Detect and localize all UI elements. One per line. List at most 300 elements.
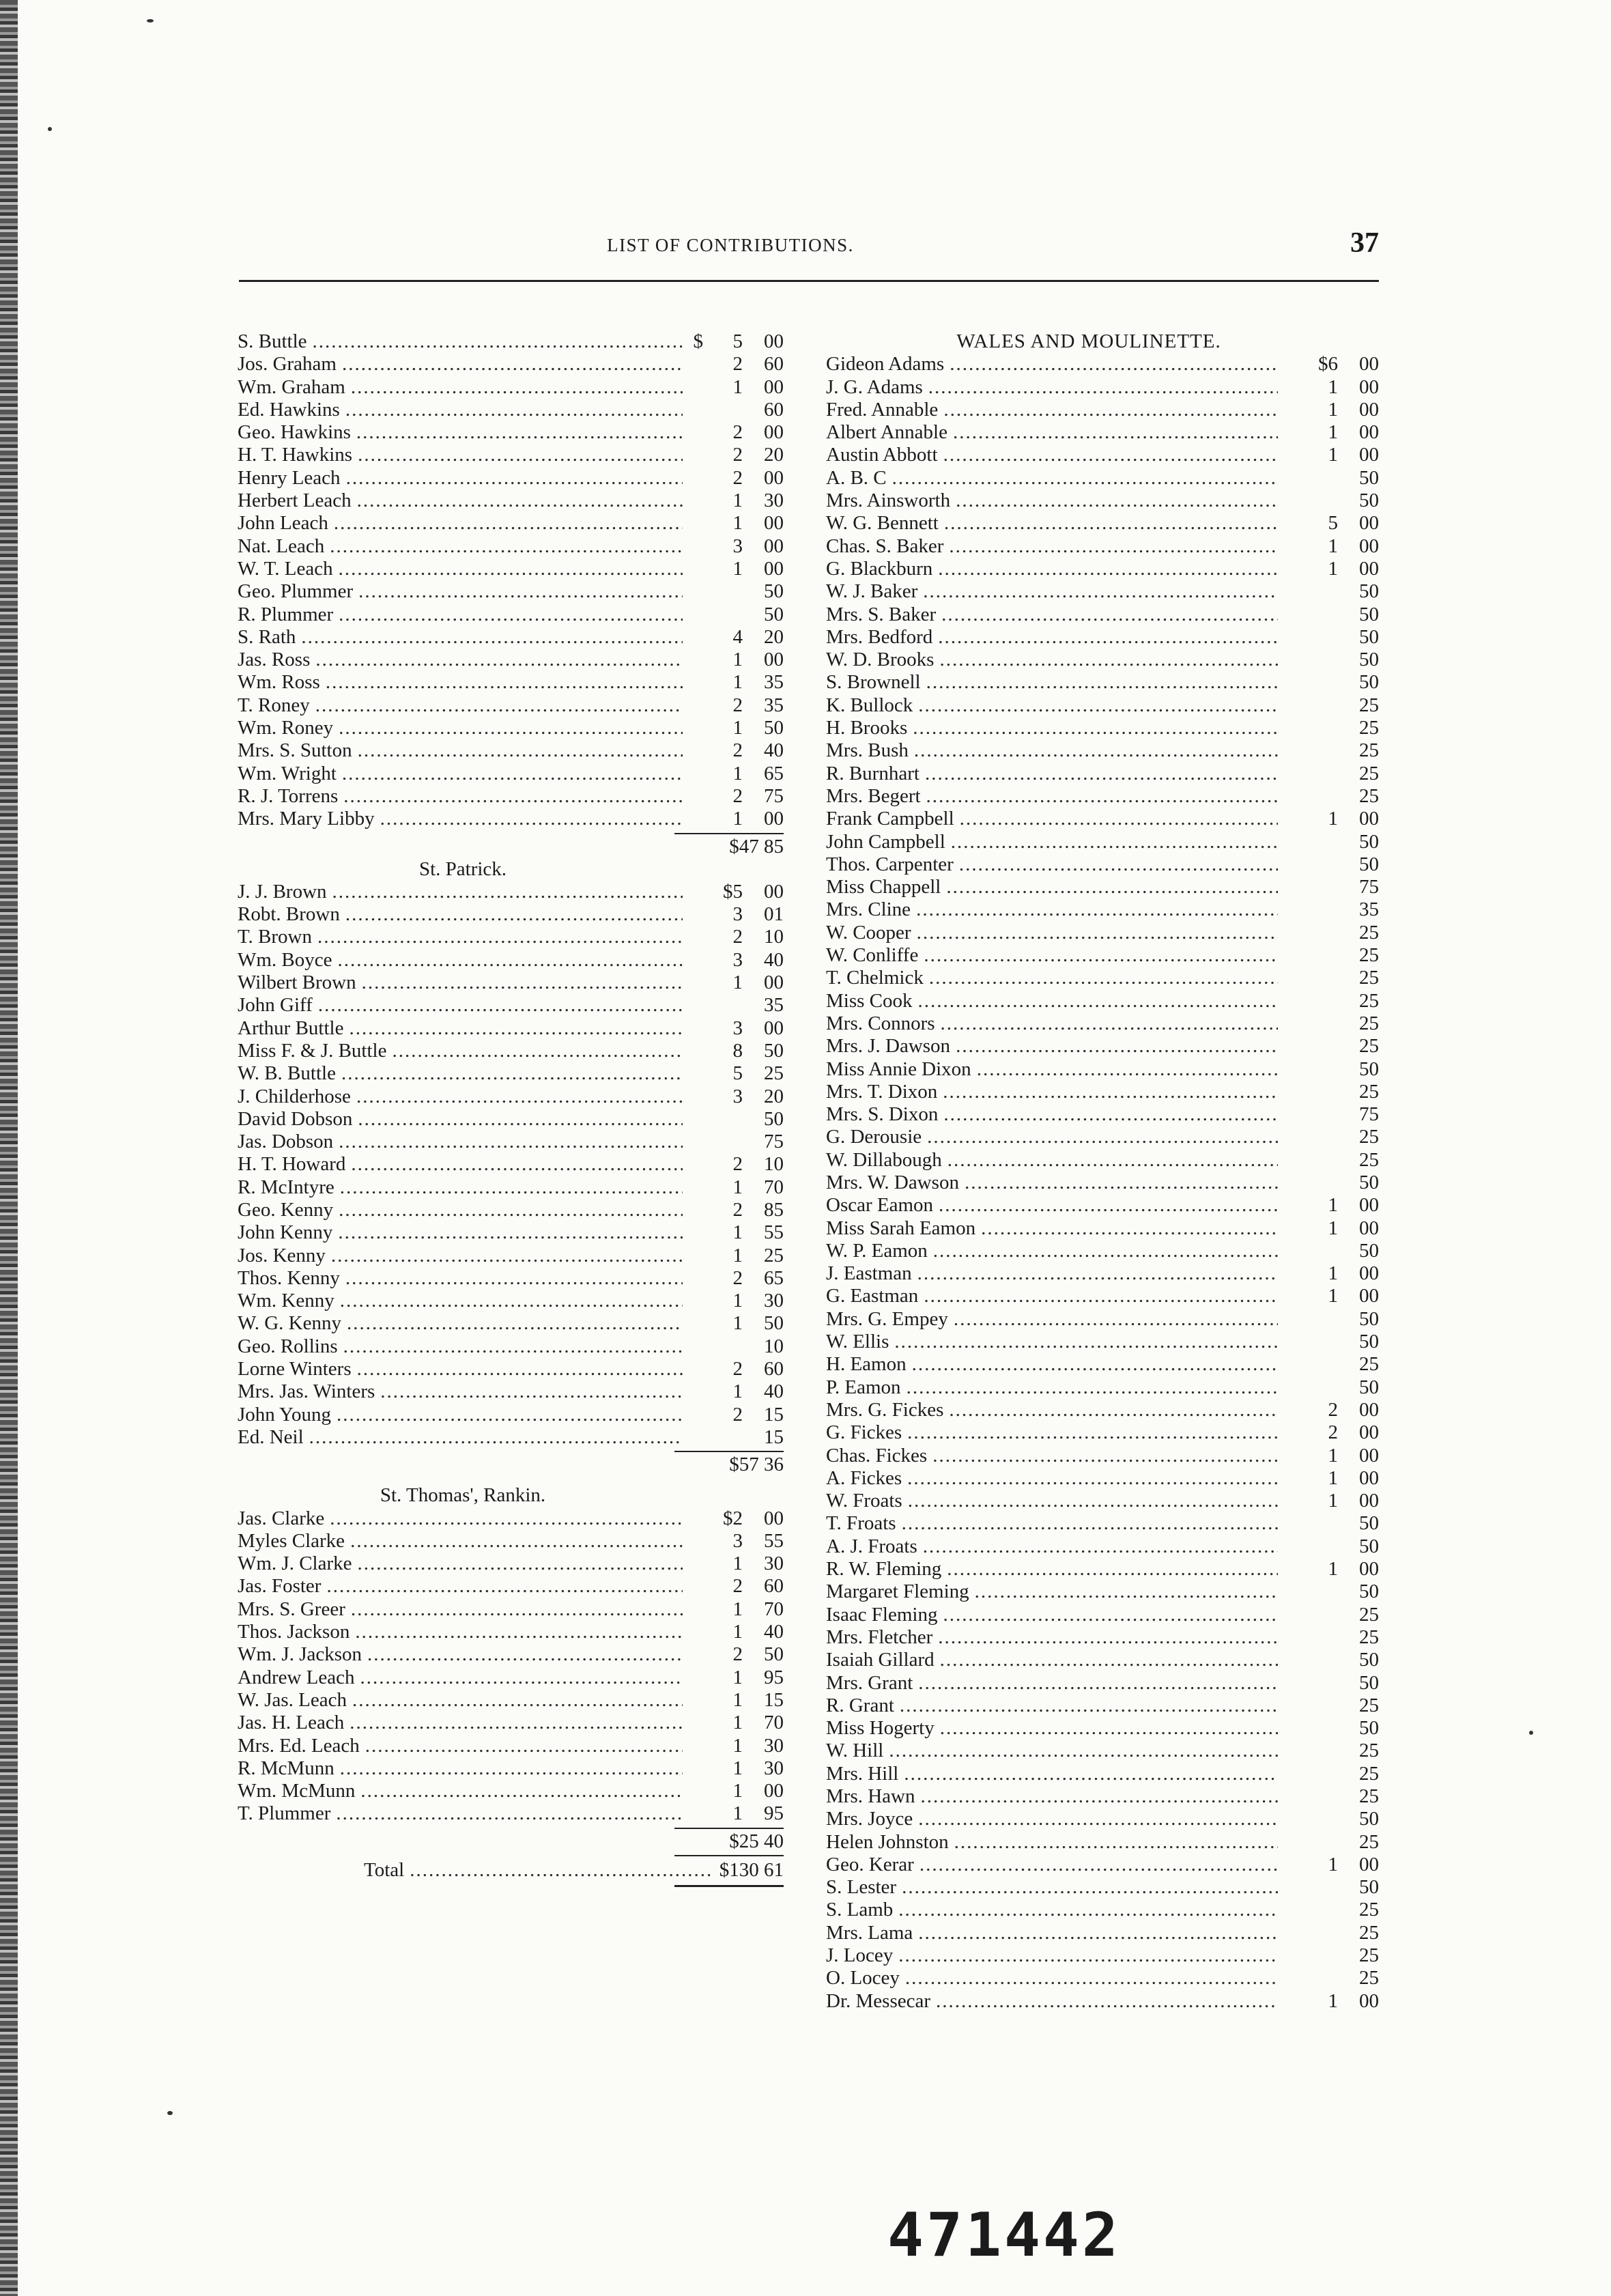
contribution-row bbox=[238, 949, 784, 972]
amount-cents: 00 bbox=[1359, 353, 1379, 375]
left-column bbox=[238, 330, 784, 1887]
amount-dollars: 3 bbox=[732, 1085, 743, 1107]
amount-dollars: 8 bbox=[732, 1039, 743, 1062]
amount-dollars: 1 bbox=[732, 1221, 743, 1244]
dot-leader bbox=[912, 1353, 1278, 1376]
amount-dollars: 1 bbox=[1328, 1444, 1338, 1466]
dot-leader bbox=[338, 1221, 683, 1244]
dot-leader bbox=[960, 808, 1278, 830]
contribution-row bbox=[826, 1626, 1379, 1649]
contributor-name: J. G. Adams bbox=[826, 375, 923, 398]
dot-leader bbox=[918, 694, 1278, 717]
dot-leader bbox=[916, 898, 1278, 921]
contributor-name: T. Brown bbox=[238, 926, 313, 948]
contribution-row bbox=[826, 1558, 1379, 1581]
contribution-row bbox=[238, 376, 784, 399]
contributor-name: G. Blackburn bbox=[826, 557, 933, 580]
contribution-row bbox=[826, 1967, 1379, 1989]
contribution-row bbox=[238, 1358, 784, 1380]
amount-dollars: 1 bbox=[1328, 557, 1338, 580]
contributor-name: Myles Clarke bbox=[238, 1529, 345, 1552]
amount-dollars: 1 bbox=[732, 1553, 743, 1575]
contribution-row bbox=[238, 421, 784, 444]
contributor-name: Mrs. Begert bbox=[826, 784, 921, 807]
contributor-name: Frank Campbell bbox=[826, 808, 954, 830]
amount-dollars: 2 bbox=[732, 421, 743, 444]
contributor-name: Mrs. Bush bbox=[826, 739, 909, 762]
dot-leader bbox=[904, 1763, 1278, 1785]
amount-cents: 10 bbox=[764, 926, 784, 948]
contributor-name: W. B. Buttle bbox=[238, 1062, 336, 1085]
amount-cents: 25 bbox=[1359, 1080, 1379, 1103]
dot-leader bbox=[365, 1735, 683, 1757]
amount-dollars: 1 bbox=[732, 1380, 743, 1403]
amount-cents: 00 bbox=[764, 1780, 784, 1802]
contributor-name: Thos. Kenny bbox=[238, 1266, 340, 1289]
dot-leader bbox=[315, 694, 683, 717]
contribution-row bbox=[238, 1153, 784, 1176]
amount-cents: 00 bbox=[764, 330, 784, 352]
amount-cents: 50 bbox=[1359, 1876, 1379, 1899]
contributor-name: Miss Sarah Eamon bbox=[826, 1217, 976, 1239]
contributor-name: R. McIntyre bbox=[238, 1176, 334, 1198]
contribution-row bbox=[826, 1467, 1379, 1490]
amount-cents: 00 bbox=[764, 1017, 784, 1039]
dot-leader bbox=[339, 558, 683, 580]
contributor-name: Oscar Eamon bbox=[826, 1194, 934, 1217]
contribution-row bbox=[238, 739, 784, 762]
contribution-row bbox=[826, 671, 1379, 694]
dot-leader bbox=[355, 1621, 683, 1643]
amount-cents: 25 bbox=[1359, 967, 1379, 989]
contribution-row bbox=[826, 922, 1379, 944]
contributor-name: J. Childerhose bbox=[238, 1085, 351, 1107]
amount-dollars: 1 bbox=[732, 972, 743, 994]
contributor-name: Mrs. Grant bbox=[826, 1671, 913, 1694]
amount-cents: 10 bbox=[764, 1335, 784, 1357]
amount-cents: 00 bbox=[1359, 1194, 1379, 1217]
amount-cents: 00 bbox=[764, 557, 784, 580]
contribution-row bbox=[238, 1802, 784, 1825]
contribution-row bbox=[826, 1421, 1379, 1444]
dot-leader bbox=[343, 785, 683, 808]
contributor-name: Geo. Hawkins bbox=[238, 421, 351, 444]
total-row bbox=[238, 1857, 784, 1883]
dot-leader bbox=[959, 853, 1278, 876]
contributor-name: Jas. Dobson bbox=[238, 1131, 334, 1153]
dot-leader bbox=[908, 1490, 1278, 1512]
amount-cents: 00 bbox=[1359, 1989, 1379, 2012]
amount-cents: 00 bbox=[764, 466, 784, 489]
amount-cents: 55 bbox=[764, 1529, 784, 1552]
amount-cents: 25 bbox=[1359, 717, 1379, 739]
dot-leader bbox=[343, 1335, 683, 1358]
contributor-name: Wm. Boyce bbox=[238, 948, 332, 971]
dot-leader bbox=[338, 949, 683, 972]
amount-dollars: 1 bbox=[732, 762, 743, 784]
contributor-name: Nat. Leach bbox=[238, 535, 325, 557]
contribution-list bbox=[238, 330, 784, 831]
amount-cents: 00 bbox=[1359, 444, 1379, 466]
dot-leader bbox=[358, 739, 683, 762]
dot-leader bbox=[362, 972, 683, 994]
contributor-name: Mrs. Bedford bbox=[826, 625, 933, 648]
contributor-name: Geo. Rollins bbox=[238, 1335, 338, 1357]
amount-cents: 50 bbox=[764, 1312, 784, 1335]
amount-cents: 50 bbox=[1359, 490, 1379, 512]
dot-leader bbox=[345, 903, 683, 926]
contribution-row bbox=[826, 1058, 1379, 1081]
contribution-row bbox=[826, 1604, 1379, 1626]
subtotal-amount: $25 40 bbox=[729, 1830, 784, 1852]
amount-dollars: 1 bbox=[732, 512, 743, 535]
dot-leader bbox=[342, 763, 683, 785]
dot-leader bbox=[941, 1012, 1278, 1035]
amount-cents: 65 bbox=[764, 1266, 784, 1289]
contribution-row bbox=[826, 876, 1379, 898]
amount-cents: 25 bbox=[1359, 784, 1379, 807]
amount-cents: 00 bbox=[764, 512, 784, 535]
amount-dollars: 2 bbox=[732, 1266, 743, 1289]
contribution-row bbox=[238, 649, 784, 671]
amount-dollars: 1 bbox=[732, 671, 743, 694]
dot-leader bbox=[933, 1240, 1278, 1262]
amount-dollars: 1 bbox=[732, 1780, 743, 1802]
amount-cents: 00 bbox=[1359, 1490, 1379, 1512]
amount-dollars: 1 bbox=[732, 1244, 743, 1266]
contribution-row bbox=[238, 1712, 784, 1734]
dot-leader bbox=[339, 604, 683, 626]
contribution-row bbox=[238, 1017, 784, 1040]
contributor-name: Mrs. Ed. Leach bbox=[238, 1734, 360, 1757]
contributor-name: John Young bbox=[238, 1403, 331, 1426]
contributor-name: Mrs. Lama bbox=[826, 1921, 913, 1944]
dot-leader bbox=[944, 512, 1278, 535]
dot-leader bbox=[357, 490, 683, 512]
dot-leader bbox=[913, 717, 1278, 739]
contribution-row bbox=[826, 512, 1379, 535]
amount-cents: 00 bbox=[1359, 1217, 1379, 1239]
dot-leader bbox=[326, 671, 683, 694]
amount-cents: 15 bbox=[764, 1426, 784, 1448]
amount-cents: 25 bbox=[1359, 694, 1379, 716]
dot-leader bbox=[928, 376, 1278, 399]
contributor-name: Chas. Fickes bbox=[826, 1444, 928, 1466]
amount-cents: 75 bbox=[1359, 1103, 1379, 1126]
dot-leader bbox=[301, 626, 683, 649]
contribution-row bbox=[826, 1240, 1379, 1262]
contribution-row bbox=[826, 535, 1379, 558]
dot-leader bbox=[941, 604, 1278, 626]
dot-leader bbox=[337, 1404, 683, 1426]
contributor-name: Mrs. S. Greer bbox=[238, 1598, 345, 1620]
contribution-row bbox=[826, 1535, 1379, 1558]
dot-leader bbox=[954, 1308, 1278, 1331]
contribution-row bbox=[238, 1689, 784, 1712]
contribution-row bbox=[826, 1081, 1379, 1103]
contribution-row bbox=[238, 512, 784, 535]
contributor-name: Arthur Buttle bbox=[238, 1017, 344, 1039]
contributor-name: Jas. Foster bbox=[238, 1575, 322, 1598]
amount-dollars: 2 bbox=[732, 1575, 743, 1598]
dot-leader bbox=[918, 1922, 1278, 1944]
amount-cents: 30 bbox=[764, 1290, 784, 1312]
amount-dollars: 1 bbox=[732, 1802, 743, 1825]
contribution-row bbox=[826, 649, 1379, 671]
contribution-row bbox=[826, 1512, 1379, 1535]
amount-cents: 65 bbox=[764, 762, 784, 784]
contribution-row bbox=[238, 330, 784, 353]
contribution-row bbox=[826, 1808, 1379, 1830]
dot-leader bbox=[358, 580, 683, 603]
contributor-name: Jos. Graham bbox=[238, 353, 337, 375]
amount-cents: 25 bbox=[1359, 762, 1379, 784]
contributor-name: Mrs. S. Dixon bbox=[826, 1103, 939, 1126]
amount-cents: 50 bbox=[1359, 1808, 1379, 1830]
dot-leader bbox=[940, 1649, 1278, 1671]
amount-cents: 30 bbox=[764, 1553, 784, 1575]
contributor-name: Jas. H. Leach bbox=[238, 1712, 345, 1734]
dot-leader bbox=[360, 1780, 683, 1802]
amount-cents: 10 bbox=[764, 1153, 784, 1176]
amount-dollars: 2 bbox=[1328, 1398, 1338, 1421]
dot-leader bbox=[923, 580, 1278, 603]
contributor-name: Miss Annie Dixon bbox=[826, 1058, 971, 1080]
contribution-row bbox=[238, 1131, 784, 1153]
amount-cents: 25 bbox=[1359, 1012, 1379, 1034]
contribution-row bbox=[238, 1199, 784, 1221]
amount-cents: 00 bbox=[1359, 1421, 1379, 1444]
amount-dollars: 3 bbox=[732, 535, 743, 557]
amount-cents: 00 bbox=[1359, 808, 1379, 830]
amount-cents: 50 bbox=[1359, 580, 1379, 603]
contributor-name: David Dobson bbox=[238, 1107, 353, 1130]
dot-leader bbox=[358, 1108, 683, 1131]
amount-cents: 25 bbox=[1359, 1626, 1379, 1648]
dot-leader bbox=[358, 444, 683, 466]
amount-dollars: 1 bbox=[732, 1312, 743, 1335]
amount-cents: 00 bbox=[764, 1507, 784, 1529]
amount-cents: 25 bbox=[1359, 1830, 1379, 1853]
dot-leader bbox=[340, 1176, 683, 1199]
contributor-name: Geo. Kerar bbox=[826, 1853, 914, 1875]
amount-cents: 50 bbox=[1359, 603, 1379, 625]
contribution-row bbox=[238, 1335, 784, 1358]
contributor-name: W. Hill bbox=[826, 1740, 884, 1762]
contributor-name: Lorne Winters bbox=[238, 1358, 352, 1380]
contribution-row bbox=[826, 444, 1379, 466]
contribution-row bbox=[238, 1621, 784, 1643]
amount-dollars: 3 bbox=[732, 903, 743, 926]
amount-cents: 25 bbox=[764, 1062, 784, 1085]
contributor-name: Chas. S. Baker bbox=[826, 535, 944, 557]
dot-leader bbox=[345, 399, 683, 421]
dot-leader bbox=[315, 649, 683, 671]
amount-cents: 50 bbox=[764, 603, 784, 625]
contributor-name: W. G. Kenny bbox=[238, 1312, 341, 1335]
amount-cents: 35 bbox=[764, 671, 784, 694]
contribution-row bbox=[826, 1990, 1379, 2013]
contributor-name: Fred. Annable bbox=[826, 398, 939, 421]
section-title: WALES AND MOULINETTE. bbox=[956, 330, 1221, 352]
contributor-name: W. Dillabough bbox=[826, 1148, 942, 1171]
contributor-name: Wm. J. Clarke bbox=[238, 1553, 352, 1575]
contributor-name: Mrs. Cline bbox=[826, 898, 911, 921]
dot-leader bbox=[938, 1626, 1278, 1649]
contributor-name: Austin Abbott bbox=[826, 444, 938, 466]
amount-cents: 25 bbox=[1359, 989, 1379, 1012]
contribution-row bbox=[238, 994, 784, 1017]
amount-cents: 50 bbox=[1359, 1239, 1379, 1262]
dot-leader bbox=[350, 1712, 683, 1734]
contributor-name: Mrs. G. Empey bbox=[826, 1307, 948, 1330]
amount-cents: 20 bbox=[764, 625, 784, 648]
amount-cents: 00 bbox=[1359, 1853, 1379, 1875]
contribution-row bbox=[826, 580, 1379, 603]
contributor-name: G. Derousie bbox=[826, 1126, 922, 1148]
amount-dollars: 2 bbox=[732, 1403, 743, 1426]
contributor-name: Miss Hogerty bbox=[826, 1717, 935, 1740]
contributor-name: Mrs. Joyce bbox=[826, 1808, 913, 1830]
amount-cents: 00 bbox=[1359, 1558, 1379, 1581]
dot-leader bbox=[902, 1876, 1278, 1899]
dot-leader bbox=[956, 490, 1278, 512]
dot-leader bbox=[917, 922, 1278, 944]
amount-cents: 25 bbox=[1359, 1353, 1379, 1376]
contributor-name: Miss Cook bbox=[826, 989, 913, 1012]
dot-leader bbox=[334, 512, 683, 535]
amount-cents: 50 bbox=[1359, 1307, 1379, 1330]
amount-dollars: 5 bbox=[732, 1062, 743, 1085]
contribution-row bbox=[238, 972, 784, 994]
contribution-row bbox=[238, 903, 784, 926]
contributor-name: Geo. Plummer bbox=[238, 580, 354, 603]
contribution-row bbox=[826, 785, 1379, 808]
dot-leader bbox=[898, 1944, 1278, 1967]
contributor-name: S. Buttle bbox=[238, 330, 307, 352]
contributor-name: Ed. Neil bbox=[238, 1426, 304, 1448]
contributor-name: S. Lamb bbox=[826, 1899, 894, 1921]
contribution-row bbox=[238, 671, 784, 694]
contributor-name: Robt. Brown bbox=[238, 903, 340, 926]
contributor-name: G. Eastman bbox=[826, 1285, 919, 1307]
contribution-row bbox=[826, 1763, 1379, 1785]
scan-speck bbox=[167, 2111, 173, 2115]
dot-leader bbox=[356, 1086, 683, 1108]
dot-leader bbox=[336, 1802, 683, 1825]
dot-leader bbox=[341, 1062, 683, 1085]
contributor-name: R. W. Fleming bbox=[826, 1558, 942, 1581]
amount-cents: 25 bbox=[1359, 1944, 1379, 1967]
amount-cents: 85 bbox=[764, 1198, 784, 1221]
amount-cents: 00 bbox=[1359, 557, 1379, 580]
contribution-row bbox=[238, 763, 784, 785]
dot-leader bbox=[907, 1467, 1278, 1490]
contribution-row bbox=[826, 626, 1379, 649]
amount-cents: 35 bbox=[1359, 898, 1379, 921]
contributor-name: R. Grant bbox=[826, 1694, 894, 1716]
amount-dollars: 1 bbox=[732, 808, 743, 830]
contributor-name: Wm. Wright bbox=[238, 762, 337, 784]
contribution-row bbox=[826, 1944, 1379, 1967]
amount-cents: 15 bbox=[764, 1688, 784, 1711]
dot-leader bbox=[927, 1126, 1278, 1148]
amount-cents: 70 bbox=[764, 1712, 784, 1734]
contribution-row bbox=[238, 1221, 784, 1244]
section-title: St. Patrick. bbox=[418, 858, 507, 880]
dot-leader bbox=[339, 717, 683, 739]
contribution-row bbox=[826, 604, 1379, 626]
contribution-row bbox=[826, 1012, 1379, 1035]
contribution-row bbox=[238, 694, 784, 717]
contribution-row bbox=[238, 1108, 784, 1131]
amount-cents: 00 bbox=[1359, 1262, 1379, 1285]
contributor-name: W. P. Eamon bbox=[826, 1239, 928, 1262]
amount-cents: 70 bbox=[764, 1176, 784, 1198]
amount-dollars: 1 bbox=[732, 557, 743, 580]
amount-dollars: 1 bbox=[1328, 1989, 1338, 2012]
contributor-name: Mrs. J. Dawson bbox=[826, 1035, 951, 1058]
amount-dollars: 1 bbox=[732, 1712, 743, 1734]
amount-dollars: 1 bbox=[1328, 1558, 1338, 1581]
dot-leader bbox=[380, 1380, 683, 1403]
contributor-name: H. Brooks bbox=[826, 717, 908, 739]
contributor-name: R. Burnhart bbox=[826, 762, 919, 784]
dot-leader bbox=[938, 558, 1278, 580]
dot-leader bbox=[950, 353, 1278, 375]
contributor-name: Mrs. Hill bbox=[826, 1762, 899, 1785]
contributor-name: K. Bullock bbox=[826, 694, 913, 716]
dot-leader bbox=[918, 1808, 1278, 1830]
total-rule bbox=[238, 1883, 784, 1887]
contribution-row bbox=[826, 944, 1379, 967]
amount-cents: 00 bbox=[1359, 535, 1379, 557]
contributor-name: Thos. Jackson bbox=[238, 1621, 350, 1643]
contribution-row bbox=[238, 399, 784, 421]
amount-cents: 25 bbox=[1359, 739, 1379, 762]
amount-cents: 40 bbox=[764, 1621, 784, 1643]
accession-stamp: 471442 bbox=[887, 2200, 1121, 2270]
amount-cents: 50 bbox=[1359, 466, 1379, 489]
amount-dollars: 1 bbox=[1328, 375, 1338, 398]
amount-cents: 35 bbox=[764, 994, 784, 1017]
dot-leader bbox=[392, 1040, 683, 1062]
contributor-name: W. T. Leach bbox=[238, 557, 333, 580]
contribution-row bbox=[826, 1581, 1379, 1603]
contributor-name: Wm. Graham bbox=[238, 375, 345, 398]
amount-dollars: $6 bbox=[1318, 353, 1338, 375]
amount-dollars: 1 bbox=[1328, 444, 1338, 466]
contributor-name: Mrs. Fletcher bbox=[826, 1626, 933, 1648]
dot-leader bbox=[925, 763, 1278, 785]
contribution-row bbox=[826, 558, 1379, 580]
dot-leader bbox=[889, 1740, 1278, 1762]
contributor-name: W. Cooper bbox=[826, 921, 911, 944]
amount-dollars: 1 bbox=[732, 1621, 743, 1643]
contribution-row bbox=[826, 1490, 1379, 1512]
contribution-row bbox=[826, 1876, 1379, 1899]
dot-leader bbox=[892, 467, 1278, 490]
contribution-row bbox=[826, 467, 1379, 490]
amount-dollars: 1 bbox=[1328, 1853, 1338, 1875]
amount-cents: 25 bbox=[764, 1244, 784, 1266]
amount-cents: 30 bbox=[764, 1734, 784, 1757]
contributor-name: A. J. Froats bbox=[826, 1535, 917, 1557]
dot-leader bbox=[902, 1512, 1278, 1535]
contributor-name: Thos. Carpenter bbox=[826, 853, 954, 875]
amount-dollars: $2 bbox=[723, 1507, 743, 1529]
contribution-row bbox=[238, 1380, 784, 1403]
